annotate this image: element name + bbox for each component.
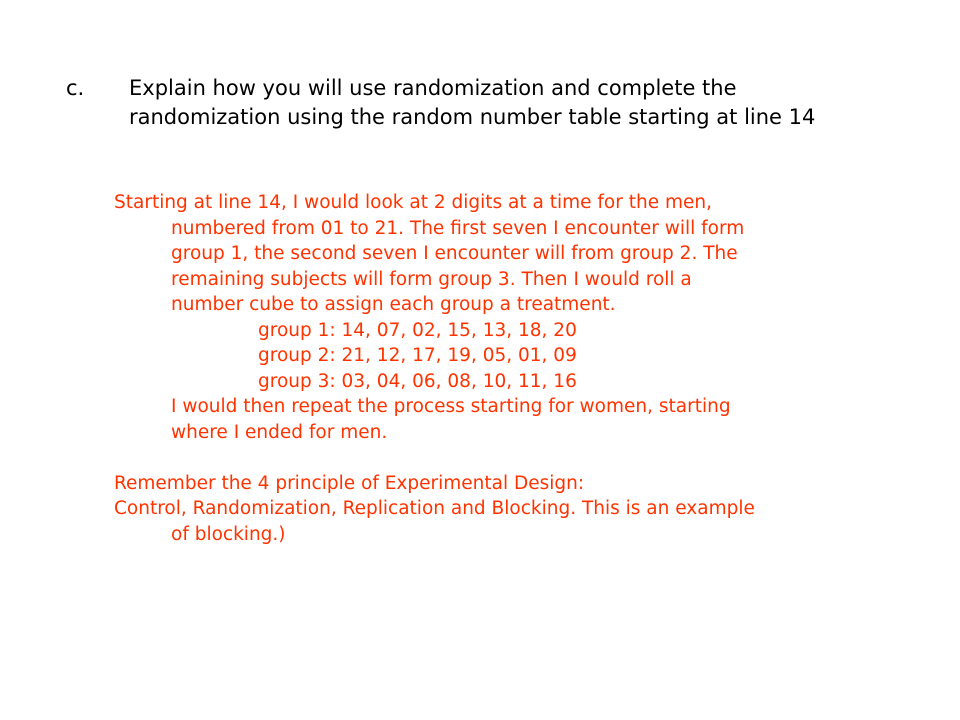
answer-line: Starting at line 14, I would look at 2 digits at a time for the men, (114, 192, 712, 213)
answer-block (114, 190, 914, 547)
spacer (114, 445, 914, 471)
group-3-assignment: group 3: 03, 04, 06, 08, 10, 11, 16 (258, 370, 577, 392)
answer-line: group 1, the second seven I encounter will from group 2. The (171, 243, 738, 264)
reminder-line: of blocking.) (171, 523, 286, 545)
reminder-title: Remember the 4 principle of Experimental Design: (114, 472, 585, 494)
question-marker: c. (66, 76, 85, 100)
answer-line: number cube to assign each group a treatment. (171, 294, 616, 315)
closing-line: I would then repeat the process starting for women, starting (171, 396, 731, 417)
reminder-line: Control, Randomization, Replication and Blocking. This is an example (114, 498, 755, 519)
answer-line: numbered from 01 to 21. The first seven I encounter will form (171, 217, 745, 239)
group-1-assignment: group 1: 14, 07, 02, 15, 13, 18, 20 (258, 319, 577, 341)
question-text: Explain how you will use randomization and complete the randomization using the random number table starting at line 14 (129, 76, 816, 129)
group-2-assignment: group 2: 21, 12, 17, 19, 05, 01, 09 (258, 345, 577, 366)
question-block (66, 74, 886, 132)
closing-line: where I ended for men. (171, 421, 388, 443)
answer-line: remaining subjects will form group 3. Then I would roll a (171, 268, 692, 290)
